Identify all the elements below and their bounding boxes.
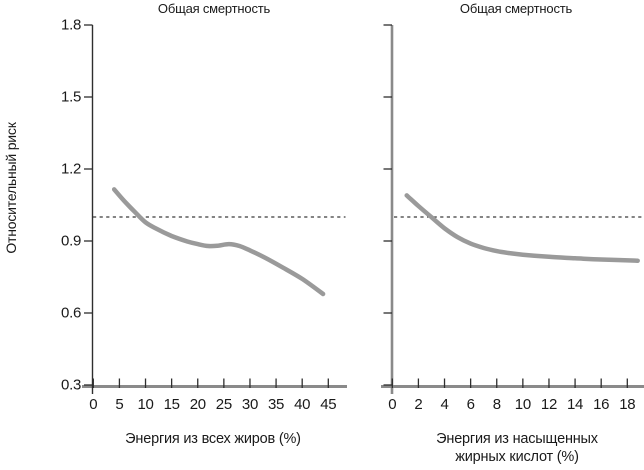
risk-curve bbox=[114, 189, 323, 294]
left-chart-title: Общая смертность bbox=[157, 1, 271, 16]
y-tick-label: 0.3 bbox=[61, 376, 81, 394]
x-tick-label: 12 bbox=[540, 396, 557, 413]
x-tick-label: 2 bbox=[414, 396, 423, 413]
y-tick-label: 1.5 bbox=[61, 88, 81, 106]
x-tick-label: 14 bbox=[567, 396, 584, 413]
x-tick-label: 35 bbox=[268, 396, 285, 413]
x-tick-label: 40 bbox=[294, 396, 311, 413]
x-tick-label: 0 bbox=[89, 396, 98, 413]
risk-curve bbox=[407, 195, 638, 260]
y-tick-label: 0.9 bbox=[61, 232, 81, 250]
x-tick-label: 45 bbox=[320, 396, 337, 413]
y-tick-label: 1.8 bbox=[61, 16, 81, 34]
x-tick-label: 5 bbox=[115, 396, 124, 413]
x-tick-label: 0 bbox=[388, 396, 397, 413]
x-tick-label: 15 bbox=[163, 396, 180, 413]
x-tick-label: 8 bbox=[492, 396, 501, 413]
x-tick-label: 18 bbox=[619, 396, 636, 413]
x-tick-label: 10 bbox=[137, 396, 154, 413]
right-x-axis-label-line1: Энергия из насыщенных bbox=[436, 431, 598, 447]
right-x-axis-label-line2: жирных кислот (%) bbox=[455, 449, 579, 465]
x-tick-label: 6 bbox=[466, 396, 475, 413]
left-x-axis-label: Энергия из всех жиров (%) bbox=[125, 431, 301, 447]
x-tick-label: 10 bbox=[514, 396, 531, 413]
y-tick-label: 0.6 bbox=[61, 304, 81, 322]
x-tick-label: 30 bbox=[241, 396, 258, 413]
x-tick-label: 4 bbox=[440, 396, 449, 413]
x-tick-label: 16 bbox=[593, 396, 610, 413]
right-chart-title: Общая смертность bbox=[459, 1, 573, 16]
y-axis-label: Относительный риск bbox=[3, 122, 19, 254]
y-tick-label: 1.2 bbox=[61, 160, 81, 178]
x-tick-label: 20 bbox=[189, 396, 206, 413]
right-x-axis-label bbox=[436, 430, 598, 466]
x-tick-label: 25 bbox=[215, 396, 232, 413]
